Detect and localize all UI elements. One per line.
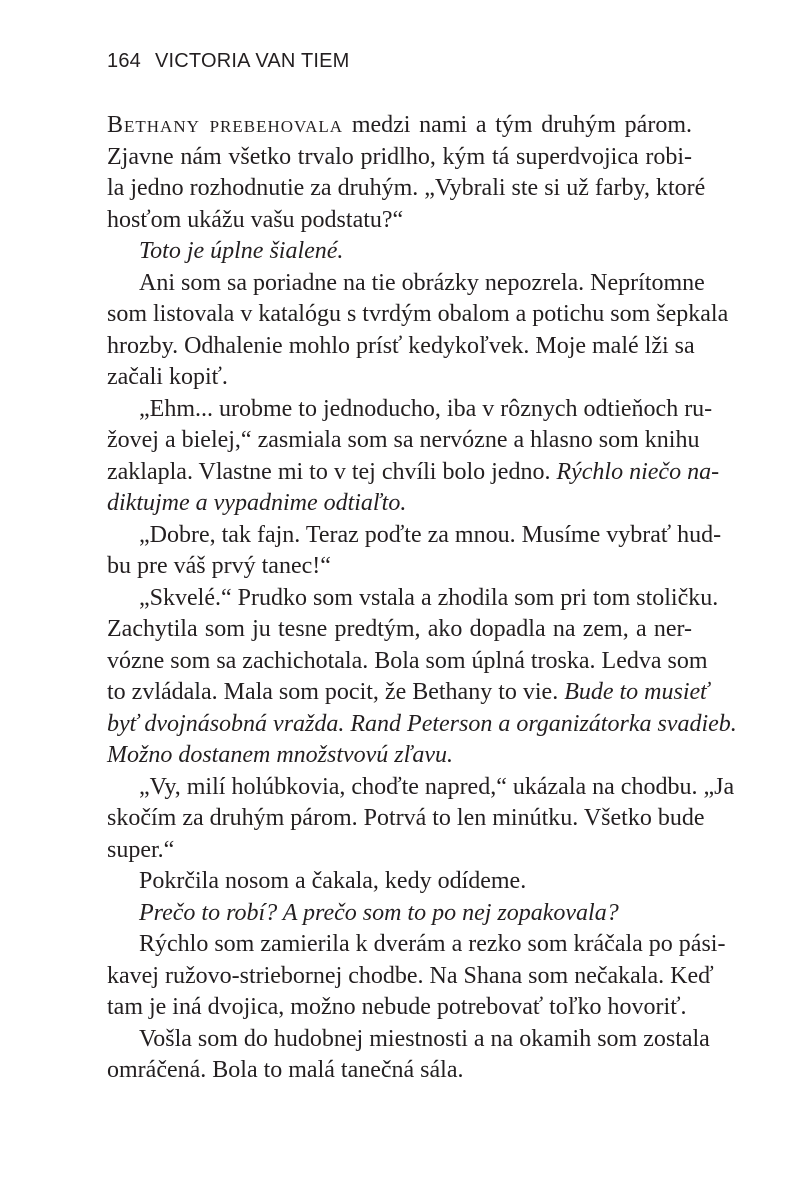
text-segment: „Skvelé.“ Prudko som vstala a zhodila som pri tom stoličku. bbox=[139, 584, 719, 611]
text-segment: Rýchlo som zamierila k dverám a rezko som kráčala po pási- bbox=[139, 931, 726, 957]
text-segment: omráčená. Bola to malá tanečná sála. bbox=[107, 1057, 464, 1083]
text-line bbox=[107, 646, 708, 678]
italic-text: Toto je úplne šialené. bbox=[139, 238, 344, 264]
text-line bbox=[107, 205, 692, 237]
text-line bbox=[107, 992, 692, 1024]
text-line bbox=[107, 583, 719, 615]
text-line bbox=[107, 394, 713, 426]
author-name: VICTORIA VAN TIEM bbox=[154, 50, 350, 72]
text-line bbox=[107, 772, 735, 804]
italic-text: Rýchlo niečo na- bbox=[556, 458, 720, 485]
text-segment: hosťom ukážu vašu podstatu?“ bbox=[107, 206, 404, 233]
text-segment: tam je iná dvojica, možno nebude potrebovať toľko hovoriť. bbox=[107, 994, 687, 1020]
italic-text: byť dvojnásobná vražda. Rand Peterson a organizátorka svadieb. bbox=[107, 710, 737, 737]
text-segment: vózne som sa zachichotala. Bola som úplná troska. Ledva som bbox=[107, 647, 708, 674]
text-segment: „Vy, milí holúbkovia, choďte napred,“ ukázala na chodbu. „Ja bbox=[139, 773, 735, 800]
text-line bbox=[107, 299, 729, 331]
text-line bbox=[107, 142, 692, 174]
text-line bbox=[107, 898, 692, 930]
text-line bbox=[107, 488, 692, 520]
text-line bbox=[107, 520, 722, 552]
text-line bbox=[107, 677, 709, 709]
body-text bbox=[107, 110, 737, 1087]
text-line bbox=[107, 1024, 710, 1056]
text-segment: začali kopiť. bbox=[107, 364, 228, 390]
text-segment: Vošla som do hudobnej miestnosti a na okamih som zostala bbox=[139, 1025, 710, 1052]
text-line bbox=[107, 614, 692, 646]
text-segment: „Ehm... urobme to jednoducho, iba v rôznych odtieňoch ru- bbox=[139, 395, 713, 422]
text-segment: Pokrčila nosom a čakala, kedy odídeme. bbox=[139, 868, 527, 894]
text-segment: bu pre váš prvý tanec!“ bbox=[107, 553, 331, 579]
italic-text: Prečo to robí? A prečo som to po nej zopakovala? bbox=[139, 899, 619, 926]
smallcaps-text: Bethany prebehovala bbox=[107, 112, 344, 138]
text-segment: Zjavne nám všetko trvalo pridlho, kým tá superdvojica robi- bbox=[107, 143, 692, 170]
text-line bbox=[107, 457, 720, 489]
text-line bbox=[107, 331, 695, 363]
text-line bbox=[107, 866, 692, 898]
text-line bbox=[107, 268, 705, 300]
text-line bbox=[107, 709, 737, 741]
text-segment: Ani som sa poriadne na tie obrázky nepozrela. Neprítomne bbox=[139, 269, 705, 296]
text-segment: kavej ružovo-striebornej chodbe. Na Shana som nečakala. Keď bbox=[107, 962, 714, 989]
text-segment: Zachytila som ju tesne predtým, ako dopadla na zem, a ner- bbox=[107, 616, 692, 642]
text-line bbox=[107, 803, 705, 835]
page-number: 164 bbox=[107, 50, 141, 72]
text-segment: skočím za druhým párom. Potrvá to len minútku. Všetko bude bbox=[107, 805, 705, 831]
text-line bbox=[107, 551, 692, 583]
text-segment: „Dobre, tak fajn. Teraz poďte za mnou. Musíme vybrať hud- bbox=[139, 521, 722, 548]
text-line bbox=[107, 1055, 692, 1087]
text-segment: to zvládala. Mala som pocit, že Bethany to vie. bbox=[107, 679, 565, 705]
text-segment: la jedno rozhodnutie za druhým. „Vybrali ste si už farby, ktoré bbox=[107, 175, 706, 201]
text-line bbox=[107, 425, 700, 457]
text-line bbox=[107, 362, 692, 394]
italic-text: diktujme a vypadnime odtiaľto. bbox=[107, 490, 407, 516]
text-segment: medzi nami a tým druhým párom. bbox=[343, 112, 692, 138]
text-line bbox=[107, 236, 692, 268]
text-segment: žovej a bielej,“ zasmiala som sa nervózne a hlasno som knihu bbox=[107, 427, 700, 453]
text-line bbox=[107, 961, 714, 993]
italic-text: Možno dostanem množstvovú zľavu. bbox=[107, 742, 454, 768]
text-segment: som listovala v katalógu s tvrdým obalom a potichu som šepkala bbox=[107, 301, 729, 327]
text-line bbox=[107, 740, 692, 772]
italic-text: Bude to musieť bbox=[564, 679, 709, 705]
text-segment: hrozby. Odhalenie mohlo prísť kedykoľvek. Moje malé lži sa bbox=[107, 332, 695, 359]
running-header bbox=[107, 50, 350, 73]
text-segment: super.“ bbox=[107, 836, 175, 863]
text-segment: zaklapla. Vlastne mi to v tej chvíli bolo jedno. bbox=[107, 458, 557, 485]
text-line bbox=[107, 835, 692, 867]
text-line bbox=[107, 929, 726, 961]
text-line bbox=[107, 173, 706, 205]
text-line bbox=[107, 110, 692, 142]
